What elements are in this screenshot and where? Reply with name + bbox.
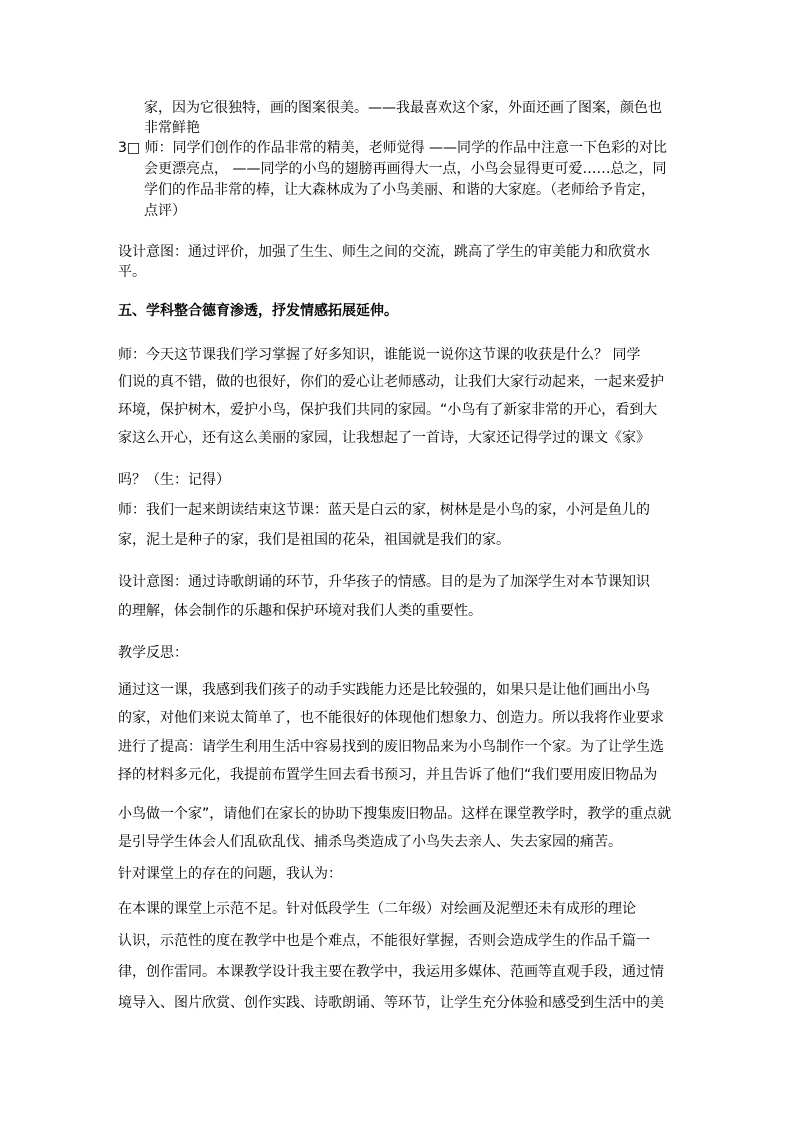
text-line: 吗？（生：记得） <box>118 472 230 488</box>
text-line: 家，泥土是种子的家，我们是祖国的花朵，祖国就是我们的家。 <box>118 532 510 548</box>
text-line: 师：今天这节课我们学习掌握了好多知识，谁能说一说你这节课的收获是什么？ 同学 <box>118 347 641 363</box>
text-line: 师：我们一起来朗读结束这节课：蓝天是白云的家，树林是是小鸟的家，小河是鱼儿的 <box>118 502 650 518</box>
text-line: 通过这一课，我感到我们孩子的动手实践能力还是比较强的，如果只是让他们画出小鸟 <box>118 682 650 698</box>
text-line: 点评） <box>144 203 186 219</box>
text-line: 针对课堂上的存在的问题，我认为： <box>118 866 342 882</box>
text-line: 在本课的课堂上示范不足。针对低段学生（二年级）对绘画及泥塑还未有成形的理论 <box>118 901 636 917</box>
text-line: 设计意图：通过诗歌朗诵的环节，升华孩子的情感。目的是为了加深学生对本节课知识 <box>118 574 650 590</box>
text-line: 非常鲜艳 <box>144 120 200 136</box>
text-line: 择的材料多元化，我提前布置学生回去看书预习，并且告诉了他们“我们要用废旧物品为 <box>118 767 658 783</box>
text-line: 进行了提高：请学生利用生活中容易找到的废旧物品来为小鸟制作一个家。为了让学生选 <box>118 739 664 755</box>
section-heading: 五、学科整合德育渗透，抒发情感拓展延伸。 <box>118 303 398 319</box>
text-line: 环境，保护树木，爱护小鸟，保护我们共同的家园。“小鸟有了新家非常的开心，看到大 <box>118 402 658 418</box>
text-line: 的家，对他们来说太简单了，也不能很好的体现他们想象力、创造力。所以我将作业要求 <box>118 710 664 726</box>
text-line: 家这么开心，还有这么美丽的家园，让我想起了一首诗，大家还记得学过的课文《家》 <box>118 430 650 446</box>
text-line: 平。 <box>118 264 146 280</box>
text-line: 学们的作品非常的棒，让大森林成为了小鸟美丽、和谐的大家庭。（老师给予肯定， <box>144 182 655 198</box>
text-line: 3□ 师：同学们创作的作品非常的精美，老师觉得 ——同学的作品中注意一下色彩的对比 <box>118 140 668 156</box>
text-line: 设计意图：通过评价，加强了生生、师生之间的交流，跳高了学生的审美能力和欣赏水 <box>118 244 650 260</box>
text-line: 会更漂亮点， ——同学的小鸟的翅膀再画得大一点，小鸟会显得更可爱……总之，同 <box>144 161 667 177</box>
text-line: 的理解，体会制作的乐趣和保护环境对我们人类的重要性。 <box>118 603 482 619</box>
text-line: 认识，示范性的度在教学中也是个难点，不能很好掌握，否则会造成学生的作品千篇一 <box>118 933 650 949</box>
text-line: 小鸟做一个家”，请他们在家长的协助下搜集废旧物品。这样在课堂教学时，教学的重点就 <box>118 806 672 822</box>
text-line: 是引导学生体会人们乱砍乱伐、捕杀鸟类造成了小鸟失去亲人、失去家园的痛苦。 <box>118 834 622 850</box>
text-line: 境导入、图片欣赏、创作实践、诗歌朗诵、等环节，让学生充分体验和感受到生活中的美 <box>118 995 664 1011</box>
text-line: 们说的真不错，做的也很好，你们的爱心让老师感动，让我们大家行动起来，一起来爱护 <box>118 374 664 390</box>
text-line: 教学反思： <box>118 645 188 661</box>
text-line: 家，因为它很独特，画的图案很美。——我最喜欢这个家，外面还画了图案，颜色也 <box>144 100 662 116</box>
text-line: 律，创作雷同。本课教学设计我主要在教学中，我运用多媒体、范画等直观手段，通过情 <box>118 964 664 980</box>
